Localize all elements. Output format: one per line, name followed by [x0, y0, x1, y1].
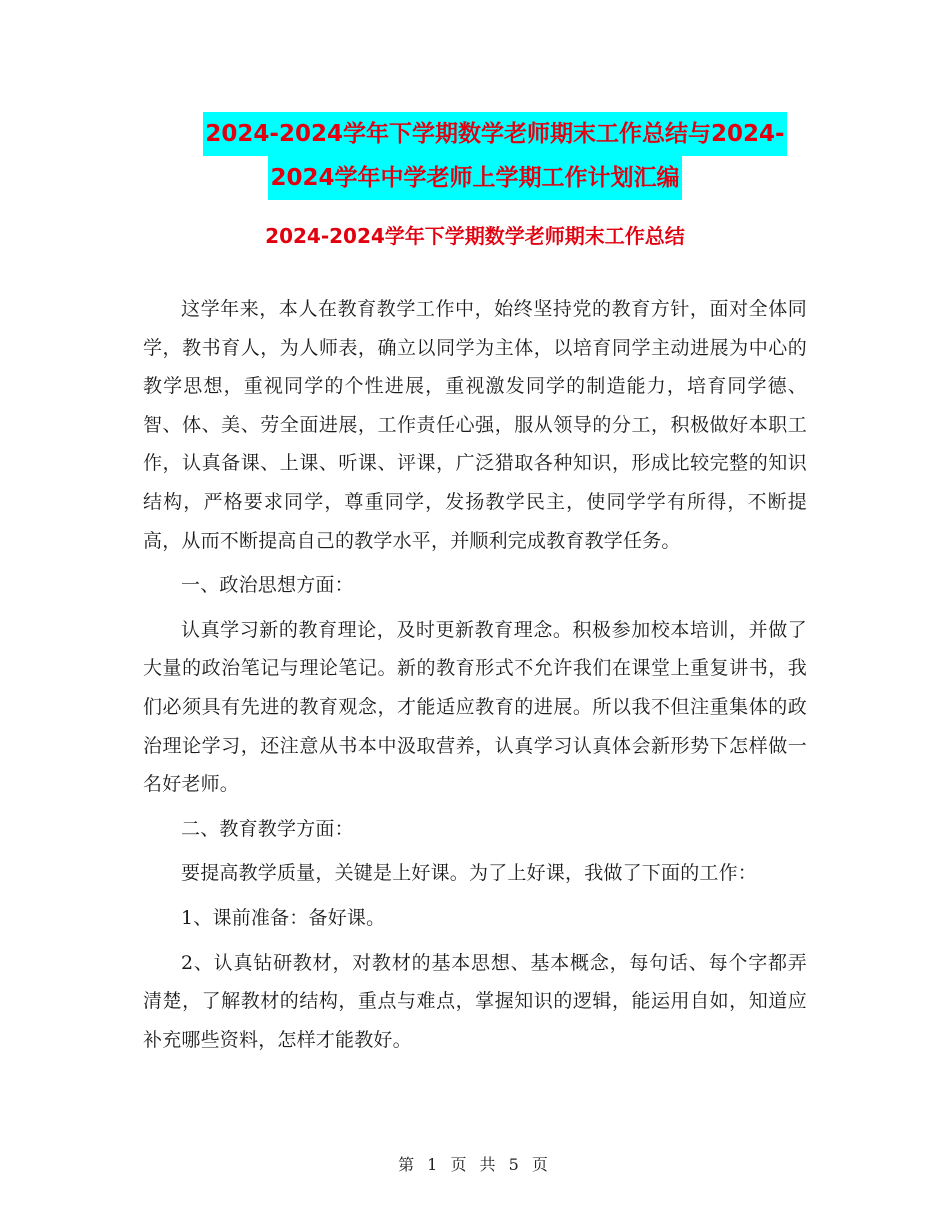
paragraph-intro: 这学年来，本人在教育教学工作中，始终坚持党的教育方针，面对全体同学，教书育人，为人师表，确立以同学为主体，以培育同学主动进展为中心的教学思想，重视同学的个性进展，重视激发同学的制造能力，培育同学德、智、体、美、劳全面进展，工作责任心强，服从领导的分工，积极做好本职工作，认真备课、上课、听课、评课，广泛猎取各种知识，形成比较完整的知识结构，严格要求同学，尊重同学，发扬教学民主，使同学学有所得，不断提高，从而不断提高自己的教学水平，并顺利完成教育教学任务。 [143, 298, 807, 552]
paragraph-item-1: 1、课前准备：备好课。 [181, 906, 386, 929]
title-line-1: 2024-2024学年下学期数学老师期末工作总结与2024- [203, 112, 786, 156]
document-title [0, 112, 950, 200]
document-body [143, 290, 807, 1059]
paragraph-item-2: 2、认真钻研教材，对教材的基本思想、基本概念，每句话、每个字都弄清楚，了解教材的结构，重点与难点，掌握知识的逻辑，能运用自如，知道应补充哪些资料，怎样才能教好。 [143, 951, 807, 1051]
heading-teaching: 二、教育教学方面： [181, 817, 354, 840]
heading-political: 一、政治思想方面： [181, 574, 354, 597]
paragraph-political: 认真学习新的教育理论，及时更新教育理念。积极参加校本培训，并做了大量的政治笔记与理论笔记。新的教育形式不允许我们在课堂上重复讲书，我们必须具有先进的教育观念，才能适应教育的进展。所以我不但注重集体的政治理论学习，还注意从书本中汲取营养，认真学习认真体会新形势下怎样做一名好老师。 [143, 618, 807, 796]
page-footer: 第 1 页 共 5 页 [398, 1155, 552, 1174]
title-line-2: 2024学年中学老师上学期工作计划汇编 [268, 156, 681, 200]
paragraph-teaching: 要提高教学质量，关键是上好课。为了上好课，我做了下面的工作： [181, 862, 758, 885]
section-title: 2024-2024学年下学期数学老师期末工作总结 [265, 224, 685, 248]
